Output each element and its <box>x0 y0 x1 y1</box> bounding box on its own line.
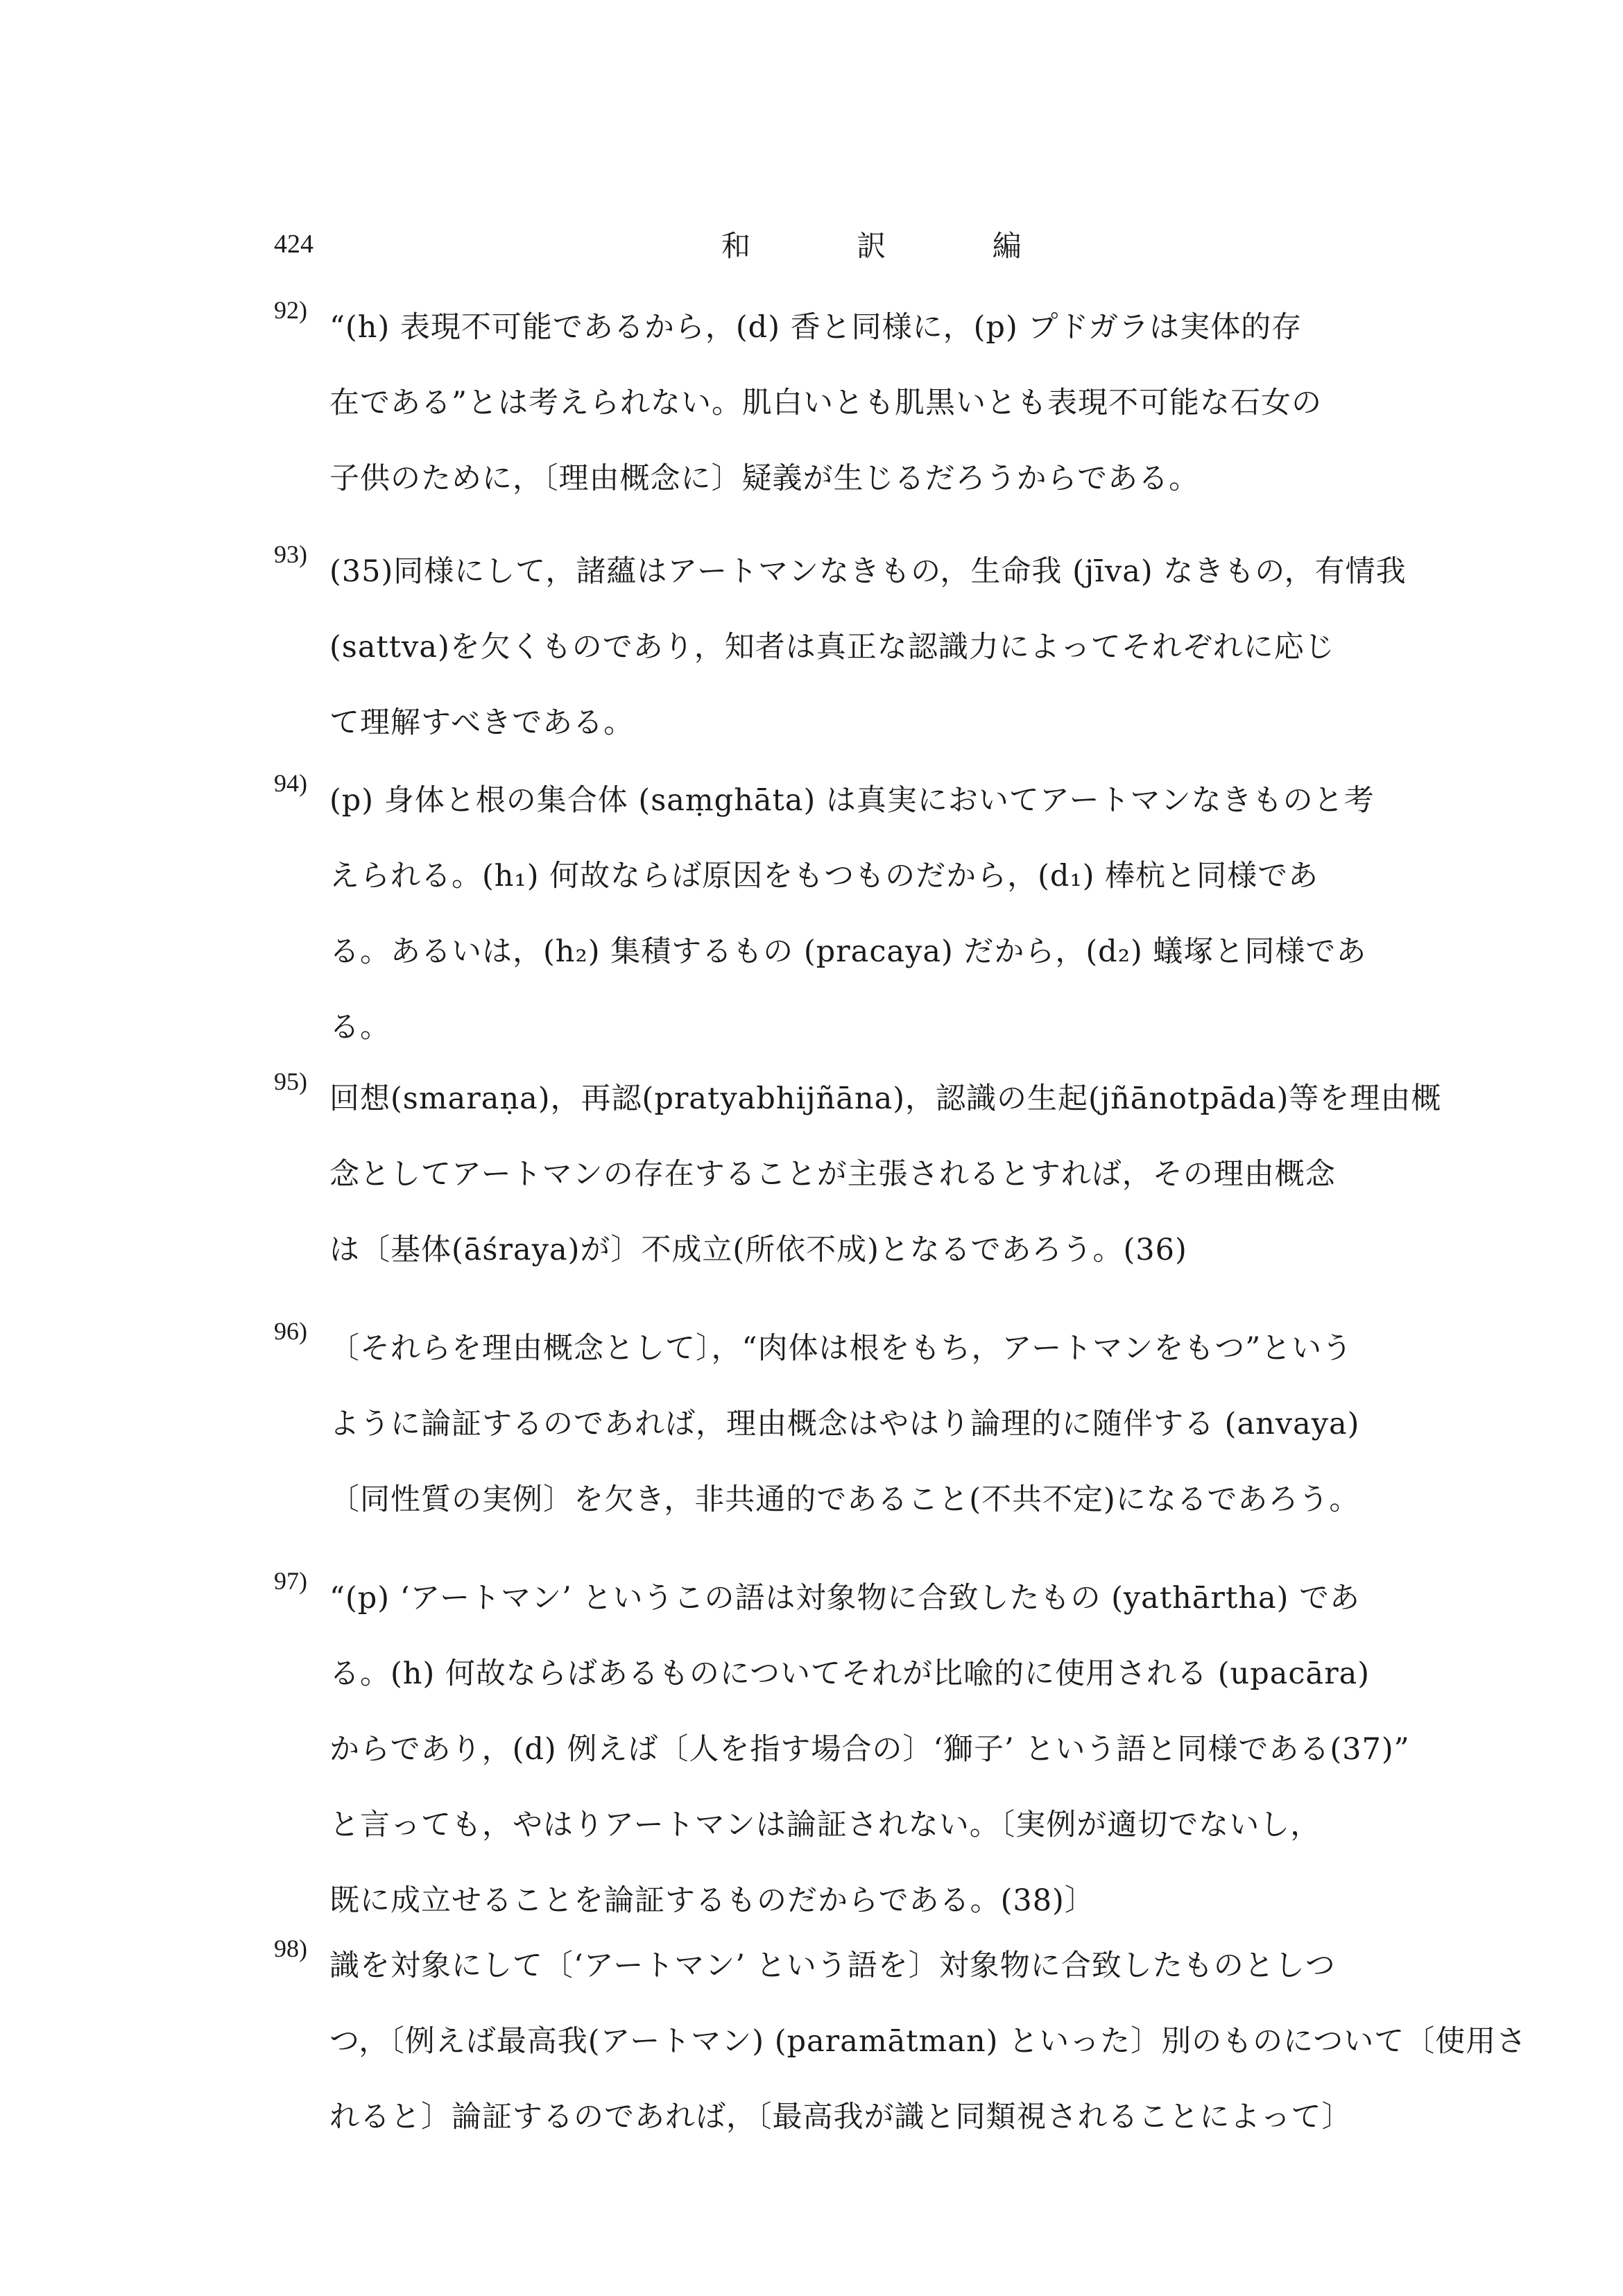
text-line: ように論証するのであれば，理由概念はやはり論理的に随伴する (anvaya) <box>329 1407 1360 1441</box>
entry-text <box>329 1061 1467 1288</box>
text-line: る。(h) 何故ならばあるものについてそれが比喩的に使用される (upacāra) <box>329 1656 1371 1691</box>
text-line: は〔基体(āśraya)が〕不成立(所依不成)となるであろう。(36) <box>329 1233 1187 1267</box>
entry-text <box>329 1928 1527 2155</box>
text-line: る。 <box>329 1010 390 1045</box>
entry-text <box>329 534 1467 761</box>
text-line: 識を対象にして〔‘アートマン’ という語を〕対象物に合致したものとしつ <box>329 1948 1336 1983</box>
text-line: (p) 身体と根の集合体 (saṃghāta) は真実においてアートマンなきものと考 <box>329 783 1375 818</box>
text-line: 既に成立せることを論証するものだからである。(38)〕 <box>329 1883 1095 1918</box>
text-line: 念としてアートマンの存在することが主張されるとすれば，その理由概念 <box>329 1157 1336 1192</box>
entry-number: 94) <box>274 769 307 797</box>
entry-number: 97) <box>274 1567 307 1595</box>
text-line: る。あるいは，(h₂) 集積するもの (pracaya) だから，(d₂) 蟻塚と同様であ <box>329 934 1367 969</box>
entry-number: 98) <box>274 1935 307 1962</box>
entry-number: 92) <box>274 296 307 324</box>
text-line: つ，〔例えば最高我(アートマン) (paramātman) といった〕別のものについて〔使用さ <box>329 2024 1527 2059</box>
entry-number: 95) <box>274 1068 307 1095</box>
entry-number: 93) <box>274 540 307 568</box>
entry-text <box>329 1561 1467 1939</box>
page-number: 424 <box>274 230 314 259</box>
text-line: 子供のために，〔理由概念に〕疑義が生じるだろうからである。 <box>329 461 1200 496</box>
text-line: からであり，(d) 例えば〔人を指す場合の〕‘獅子’ という語と同様である(37)” <box>329 1732 1410 1767</box>
text-line: 〔同性質の実例〕を欠き，非共通的であること(不共不定)になるであろう。 <box>329 1482 1360 1517</box>
text-line: (sattva)を欠くものであり，知者は真正な認識力によってそれぞれに応じ <box>329 630 1335 665</box>
entry-text <box>329 1311 1467 1538</box>
entry-number: 96) <box>274 1317 307 1345</box>
text-line: 回想(smaraṇa)，再認(pratyabhijñāna)，認識の生起(jñānotpāda)等を理由概 <box>329 1081 1442 1116</box>
text-line: (35)同様にして，諸蘊はアートマンなきもの，生命我 (jīva) なきもの，有情我 <box>329 554 1407 589</box>
text-line: て理解すべきである。 <box>329 705 635 740</box>
text-line: えられる。(h₁) 何故ならば原因をもつものだから，(d₁) 棒杭と同様であ <box>329 859 1319 893</box>
text-line: 在である”とは考えられない。肌白いとも肌黒いとも表現不可能な石女の <box>329 386 1322 420</box>
running-head: 和 訳 編 <box>721 229 1070 263</box>
entry-text <box>329 290 1467 517</box>
text-line: “(h) 表現不可能であるから，(d) 香と同様に，(p) プドガラは実体的存 <box>329 310 1303 345</box>
text-line: “(p) ‘アートマン’ というこの語は対象物に合致したもの (yathārtha) であ <box>329 1581 1361 1616</box>
text-line: と言っても，やはりアートマンは論証されない。〔実例が適切でないし， <box>329 1808 1321 1842</box>
text-line: れると〕論証するのであれば，〔最高我が識と同類視されることによって〕 <box>329 2100 1352 2134</box>
text-line: 〔それらを理由概念として〕，“肉体は根をもち，アートマンをもつ”という <box>329 1331 1353 1366</box>
entry-text <box>329 763 1467 1065</box>
